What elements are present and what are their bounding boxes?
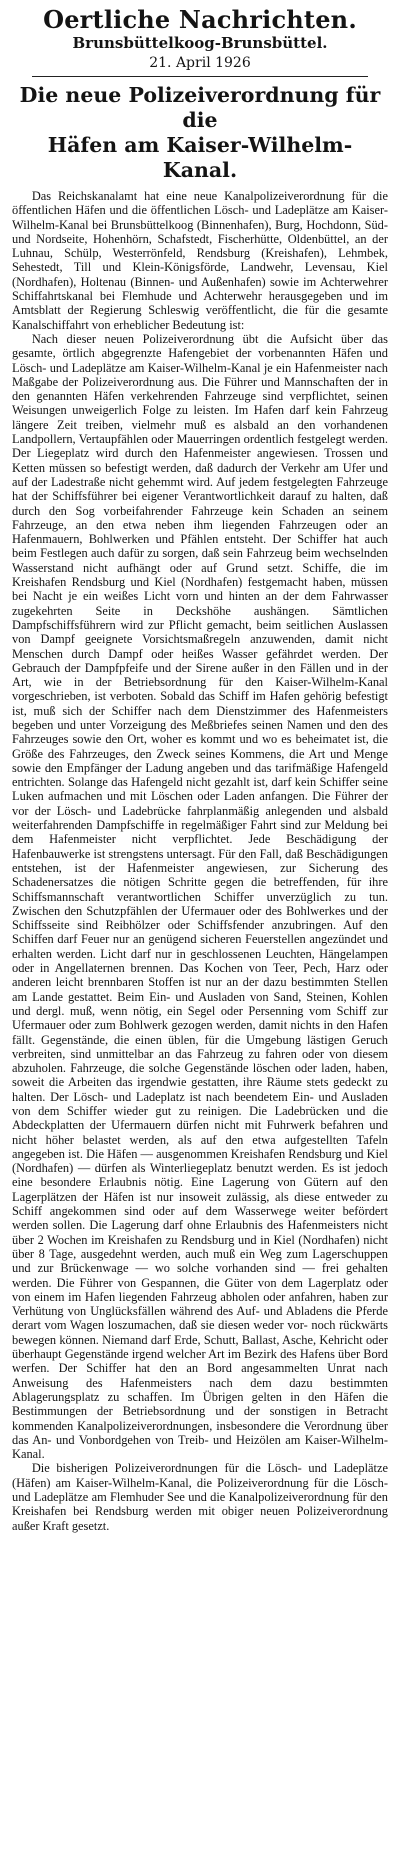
section-title: Oertliche Nachrichten. <box>43 5 357 34</box>
paragraph-main: Nach dieser neuen Polizeiverordnung übt die Aufsicht über das gesamte, örtlich abgegrenzte Hafengebiet der vorbenannten Häfen und Lösch- und Ladeplätze am Kaiser-Wilhelm-Kanal je ein Hafenmeister nach Maßgabe der Polizeiverordnung aus. Die Führer und Mannschaften der in den genannten Häfen verkehrenden Fahrzeuge sind verpflichtet, seinen Weisungen unweigerlich Folge zu leisten. Im Hafen darf kein Fahrzeug längere Zeit treiben, vielmehr muß es alsbald an den vorhandenen Landpollern, Vertaupfählen oder Mauerringen ordentlich festgelegt werden. Der Liegeplatz wird durch den Hafenmeister angewiesen. Trossen und Ketten müssen so befestigt werden, daß dadurch der Verkehr am Ufer und auf der Ladestraße nicht gehemmt wird. Auf jedem festgelegten Fahrzeuge hat der Schiffsführer bei eigener Verantwortlichkeit darauf zu halten, daß durch den Sog vorbeifahrender Fahrzeuge kein Schaden an seinem Fahrzeuge, an den etwa neben ihm liegenden Fahrzeugen oder an Hafenmauern, Bohlwerken und Pfählen entsteht. Der Schiffer hat auch beim Festlegen auch dafür zu sorgen, daß sein Fahrzeug beim wechselnden Wasserstand nicht aufhängt oder auf Grund setzt. Schiffe, die im Kreishafen Rendsburg und Kiel (Nordhafen) festgemacht haben, müssen bei Nacht je ein weißes Licht vorn und hinten an der dem Fahrwasser zugekehrten Seite in Deckshöhe aushängen. Sämtlichen Dampfschiffsführern wird zur Pflicht gemacht, beim seitlichen Auslassen von Dampf geeignete Vorsichtsmaßregeln anzuwenden, damit nicht Menschen durch Dampf oder heißes Wasser gefährdet werden. Der Gebrauch der Dampfpfeife und der Sirene außer in den Fällen und in der Art, wie in der Betriebsordnung für den Kaiser-Wilhelm-Kanal vorgeschrieben, ist verboten. Sobald das Schiff im Hafen gehörig befestigt ist, muß sich der Schiffer nach dem Dienstzimmer des Hafenmeisters begeben und unter Vorzeigung des Meßbriefes seinen Namen und den des Fahrzeuges sowie den Ort, woher es kommt und wo es beheimatet ist, die Größe des Fahrzeuges, den Zweck seines Kommens, die Art und Menge sowie den Empfänger der Ladung angeben und das tarifmäßige Hafengeld entrichten. Solange das Hafengeld nicht gezahlt ist, darf kein Schiffer seine Luken aufmachen und mit Löschen oder Laden anfangen. Die Führer der vor der Lösch- und Ladebrücke fahrplanmäßig anlegenden und alsbald weiterfahrenden Dampfschiffe in regelmäßiger Fahrt sind zur Meldung bei dem Hafenmeister nicht verpflichtet. Jede Beschädigung der Hafenbauwerke ist strengstens untersagt. Für den Fall, daß Beschädigungen entstehen, ist der Hafenmeister angewiesen, zur Sicherung des Schadenersatzes die nötigen Schritte gegen die betreffenden, für ihre Schiffsmannschaft verantwortlichen Schiffer unverzüglich zu tun. Zwischen den Schutzpfählen der Ufermauer oder des Bohlwerkes und der Schiffsseite sind Reibhölzer oder Schiffsfender anzubringen. Auf den Schiffen darf Feuer nur an genügend sicheren Feuerstellen angezündet und erhalten werden. Licht darf nur in geschlossenen Leuchten, Hängelampen oder in Angellaternen brennen. Das Kochen von Teer, Pech, Harz oder anderen leicht brennbaren Stoffen ist nur an der dazu bestimmten Stellen am Lande gestattet. Beim Ein- und Ausladen von Sand, Steinen, Kohlen und dergl. muß, wenn nötig, ein Segel oder Persenning vom Schiff zur Ufermauer oder zum Bohlwerk gezogen werden, damit nichts in den Hafen fällt. Gegenstände, die einen üblen, für die Umgebung lästigen Geruch verbreiten, sind unmittelbar an das Fahrzeug zu fahren oder von diesem abzuholen. Fahrzeuge, die solche Gegenstände löschen oder laden, haben, soweit die Arbeiten das irgendwie gestatten, ihre Räume stets gedeckt zu halten. Der Lösch- und Ladeplatz ist nach beendetem Ein- und Ausladen von dem Schiffer wieder gut zu reinigen. Die Ladebrücken und die Abdeckplatten der Ufermauern dürfen nicht mit Fuhrwerk befahren und nicht höher belastet werden, als auf den etwa aufgestellten Tafeln angegeben ist. Die Häfen — ausgenommen Kreishafen Rendsburg und Kiel (Nordhafen) — dürfen als Winterliegeplatz benutzt werden. Es ist jedoch eine besondere Erlaubnis nötig. Eine Lagerung von Gütern auf den Lagerplätzen der Häfen ist nur insoweit zulässig, als diese entweder zu Schiff angekommen sind oder auf dem Wasserwege weiter befördert werden sollen. Die Lagerung darf ohne Erlaubnis des Hafenmeisters nicht über 2 Wochen im Kreishafen zu Rendsburg und in Kiel (Nordhafen) nicht über 8 Tage, ausgedehnt werden, auch muß ein Weg zum Lagerschuppen und zur Brückenwage — wo solche vorhanden sind — frei gehalten werden. Die Führer von Gespannen, die Güter von dem Lagerplatz oder von einem im Hafen liegenden Fahrzeug abholen oder anfahren, haben zur Verhütung von Unglücksfällen während des Auf- und Abladens die Pferde derart vom Wagen loszumachen, daß sie diesen weder vor- noch rückwärts bewegen können. Niemand darf Erde, Schutt, Ballast, Asche, Kehricht oder überhaupt Gegenstände irgend welcher Art im Bezirk des Hafens über Bord werfen. Der Schiffer hat den an Bord angesammelten Unrat nach Anweisung des Hafenmeisters nach dem dazu bestimmten Ablagerungsplatz zu schaffen. Im Übrigen gelten in den Häfen die Bestimmungen der Betriebsordnung und der sonstigen in Betracht kommenden Kanalpolizeiverordnungen, insbesondere die Verordnung über das An- und Vonbordgehen von Treib- und Heizölen am Kaiser-Wilhelm-Kanal. <box>12 331 388 1462</box>
divider-rule <box>32 76 368 77</box>
paragraph-intro: Das Reichskanalamt hat eine neue Kanalpolizeiverordnung für die öffentlichen Häfen und die öffentlichen Lösch- und Ladeplätze am Kaiser-Wilhelm-Kanal bei Brunsbüttelkoog (Binnenhafen), Burg, Hochdonn, Süd- und Nordseite, Hohenhörn, Schafstedt, Fischerhütte, Oldenbüttel, an der Luhnau, Schülp, Westerrönfeld, Rendsburg (Kreishafen), Lehmbek, Sehestedt, Till und Klein-Königsförde, Landwehr, Levensau, Kiel (Nordhafen), Holtenau (Binnen- und Außenhafen) sowie im Achterwehrer Schiffahrtskanal bei Flemhude und Achterwehr herausgegeben und im Amtsblatt der Regierung Schleswig veröffentlicht, die für die gesamte Kanalschiffahrt von erheblicher Bedeutung ist: <box>12 189 388 332</box>
dateline: Brunsbüttelkoog-Brunsbüttel. <box>72 34 328 52</box>
date: 21. April 1926 <box>149 55 251 71</box>
article-body <box>12 189 388 1533</box>
headline-line-2: Häfen am Kaiser-Wilhelm-Kanal. <box>47 133 353 182</box>
paragraph-closing: Die bisherigen Polizeiverordnungen für die Lösch- und Ladeplätze (Häfen) am Kaiser-Wilhelm-Kanal, die Polizeiverordnung für die Lösch- und Ladeplätze am Flemhuder See und die Kanalpolizeiverordnung für den Kreishafen bei Rendsburg werden mit obiger neuen Polizeiverordnung außer Kraft gesetzt. <box>12 1461 388 1533</box>
article-headline <box>12 83 388 183</box>
headline-line-1: Die neue Polizeiverordnung für die <box>19 83 381 132</box>
